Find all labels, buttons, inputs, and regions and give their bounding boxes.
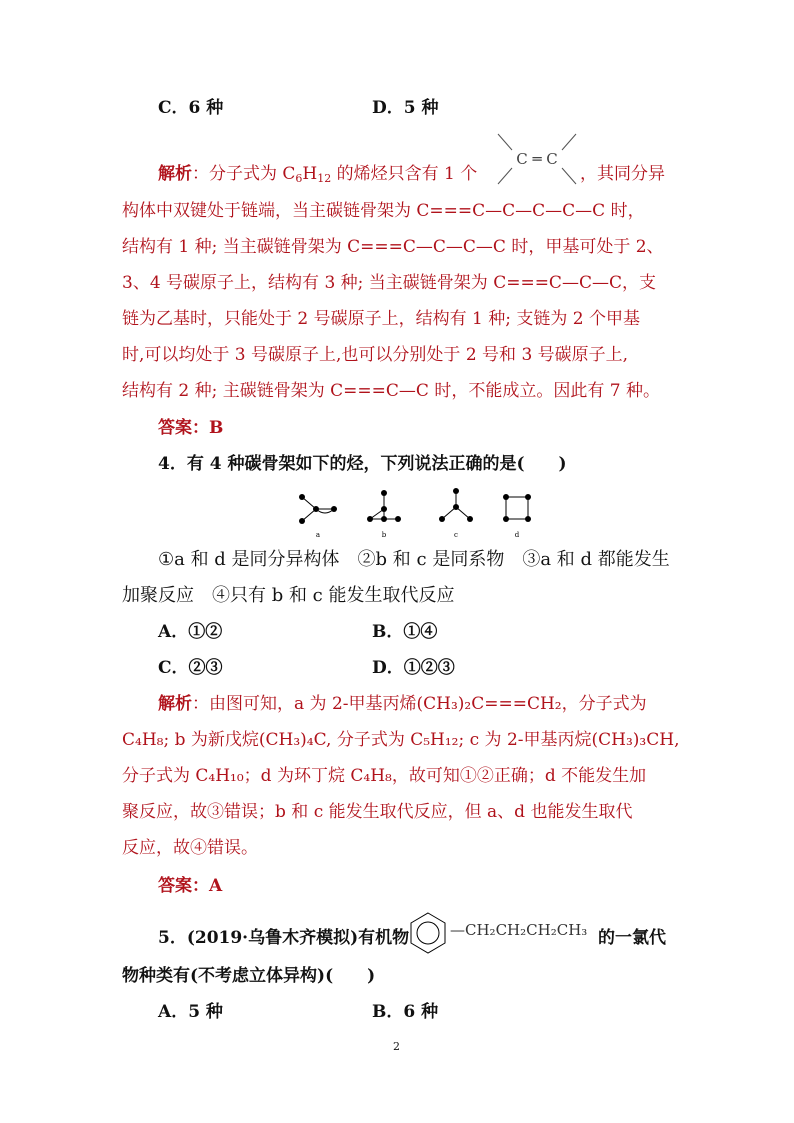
double-bond-structure xyxy=(494,132,580,186)
skeleton-d xyxy=(503,494,531,539)
svg-text:c: c xyxy=(454,531,458,539)
q5-option-b: B．6 种 xyxy=(372,1002,439,1022)
skeleton-a xyxy=(299,494,337,539)
q5-option-a: A．5 种 xyxy=(158,1002,223,1022)
carbon-skeletons xyxy=(290,485,540,541)
page-number: 2 xyxy=(393,1040,400,1053)
q4-analysis-line3: 分子式为 C₄H₁₀；d 为环丁烷 C₄H₈，故可知①②正确；d 不能发生加 xyxy=(122,766,647,786)
q3-analysis-line1-end: ，其同分异 xyxy=(580,164,665,184)
q4-option-a: A．①② xyxy=(158,622,223,642)
q4-stem: 4．有 4 种碳骨架如下的烃，下列说法正确的是( ) xyxy=(158,454,567,474)
q3-analysis-line6: 时,可以均处于 3 号碳原子上,也可以分别处于 2 号和 3 号碳原子上, xyxy=(122,345,629,365)
skeleton-c xyxy=(439,488,473,539)
option-c: C．6 种 xyxy=(158,98,224,118)
skeleton-b xyxy=(367,490,401,539)
q3-analysis-line2: 构体中双键处于链端，当主碳链骨架为 C===C—C—C—C—C 时， xyxy=(122,201,645,221)
q5-stem: 5．(2019·乌鲁木齐模拟)有机物 xyxy=(158,928,410,948)
q4-analysis-line5: 反应，故④错误。 xyxy=(122,838,258,858)
q3-analysis-line4: 3、4 号碳原子上，结构有 3 种; 当主碳链骨架为 C===C—C—C，支 xyxy=(122,273,656,293)
svg-text:d: d xyxy=(514,531,520,539)
butyl-substituent: —CH₂CH₂CH₂CH₃ xyxy=(450,921,588,939)
q4-analysis-line2: C₄H₈; b 为新戊烷(CH₃)₄C, 分子式为 C₅H₁₂; c 为 2-甲基丙烷(CH₃)₃CH, xyxy=(122,730,680,750)
q3-analysis-line5: 链为乙基时，只能处于 2 号碳原子上，结构有 1 种; 支链为 2 个甲基 xyxy=(122,309,641,329)
q5-stem-post: 的一氯代 xyxy=(598,928,666,948)
option-d: D．5 种 xyxy=(372,98,439,118)
q3-answer: 答案：B xyxy=(158,418,224,438)
analysis-label: 解析 xyxy=(158,164,192,184)
q3-analysis-line3: 结构有 1 种; 当主碳链骨架为 C===C—C—C—C 时，甲基可处于 2、 xyxy=(122,237,664,257)
svg-text:a: a xyxy=(315,531,321,539)
q4-answer: 答案：A xyxy=(158,876,223,896)
q4-analysis-line4: 聚反应，故③错误；b 和 c 能发生取代反应，但 a、d 也能发生取代 xyxy=(122,802,633,822)
q3-analysis-line7: 结构有 2 种; 主碳链骨架为 C===C—C 时，不能成立。因此有 7 种。 xyxy=(122,381,660,401)
q4-analysis-line1: 解析：由图可知，a 为 2-甲基丙烯(CH₃)₂C===CH₂，分子式为 xyxy=(158,694,647,714)
benzene-ring xyxy=(408,910,448,956)
q4-statements-line1: ①a 和 d 是同分异构体 ②b 和 c 是同系物 ③a 和 d 都能发生 xyxy=(158,549,670,570)
svg-text:b: b xyxy=(381,531,387,539)
q4-option-d: D．①②③ xyxy=(372,658,455,678)
q4-option-b: B．①④ xyxy=(372,622,438,642)
double-bond-label: C ═ C xyxy=(516,150,558,168)
q4-statements-line2: 加聚反应 ④只有 b 和 c 能发生取代反应 xyxy=(122,585,455,606)
q5-stem-line2: 物种类有(不考虑立体异构)( ) xyxy=(122,966,376,986)
q4-option-c: C．②③ xyxy=(158,658,223,678)
q3-analysis-line1: 解析：分子式为 $C_6H_{12}$ 的烯烃只含有 1 个 xyxy=(158,164,478,185)
